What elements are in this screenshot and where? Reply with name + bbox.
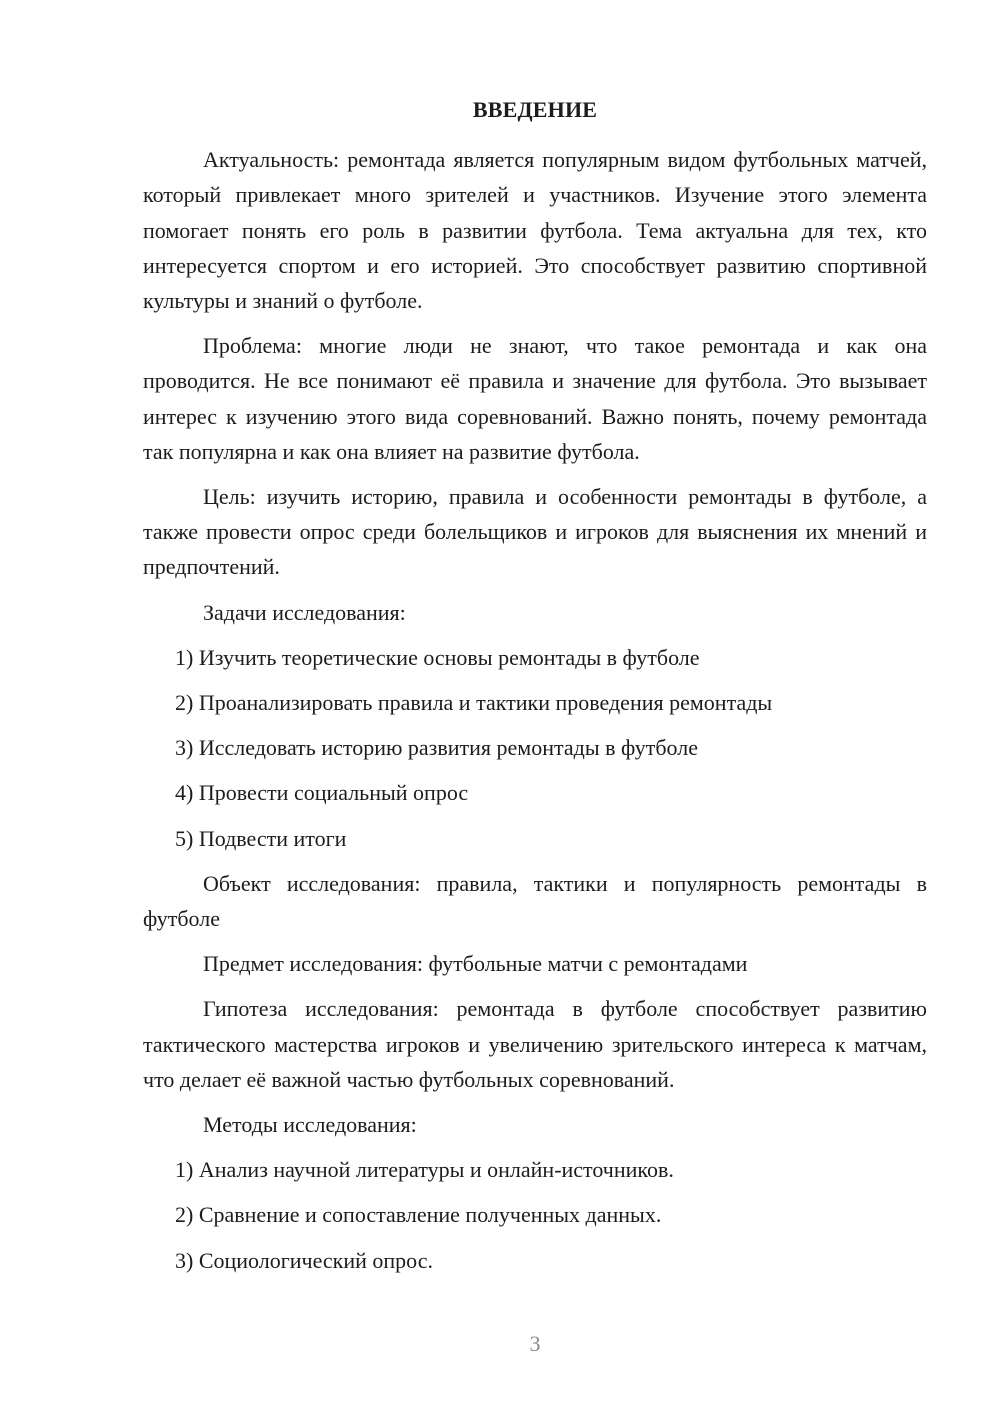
hypothesis-paragraph: Гипотеза исследования: ремонтада в футболе способствует развитию тактического мастерства игроков и увеличению зрительского интереса к матчам, что делает её важной частью футбольных соревнований. xyxy=(143,996,927,1092)
list-item: 5) Подвести итоги xyxy=(175,825,347,851)
subject-paragraph: Предмет исследования: футбольные матчи с ремонтадами xyxy=(203,951,748,977)
list-item: 2) Сравнение и сопоставление полученных данных. xyxy=(175,1202,662,1228)
list-item: 2) Проанализировать правила и тактики проведения ремонтады xyxy=(175,690,773,716)
goal-paragraph: Цель: изучить историю, правила и особенности ремонтады в футболе, а также провести опрос среди болельщиков и игроков для выяснения их мнений и предпочтений. xyxy=(143,484,927,580)
list-item: 4) Провести социальный опрос xyxy=(175,780,469,806)
problem-paragraph: Проблема: многие люди не знают, что такое ремонтада и как она проводится. Не все понимают её правила и значение для футбола. Это вызывает интерес к изучению этого вида соревнований. Важно понять, почему ремонтада так популярна и как она влияет на развитие футбола. xyxy=(143,333,927,464)
methods-heading: Методы исследования: xyxy=(203,1112,417,1138)
document-page xyxy=(143,92,927,1288)
list-item: 3) Социологический опрос. xyxy=(175,1247,433,1273)
relevance-paragraph: Актуальность: ремонтада является популярным видом футбольных матчей, который привлекает много зрителей и участников. Изучение этого элемента помогает понять его роль в развитии футбола. Тема актуальна для тех, кто интересуется спортом и его историей. Это способствует развитию спортивной культуры и знаний о футболе. xyxy=(143,147,927,314)
list-item: 1) Изучить теоретические основы ремонтады в футболе xyxy=(175,644,700,670)
list-item: 1) Анализ научной литературы и онлайн-источников. xyxy=(175,1157,674,1183)
object-paragraph: Объект исследования: правила, тактики и популярность ремонтады в футболе xyxy=(143,870,927,932)
tasks-list xyxy=(143,640,927,856)
section-title: ВВЕДЕНИЕ xyxy=(472,97,598,122)
page-number: 3 xyxy=(529,1331,541,1356)
tasks-heading: Задачи исследования: xyxy=(203,599,406,625)
methods-list xyxy=(143,1152,927,1278)
list-item: 3) Исследовать историю развития ремонтады в футболе xyxy=(175,735,698,761)
